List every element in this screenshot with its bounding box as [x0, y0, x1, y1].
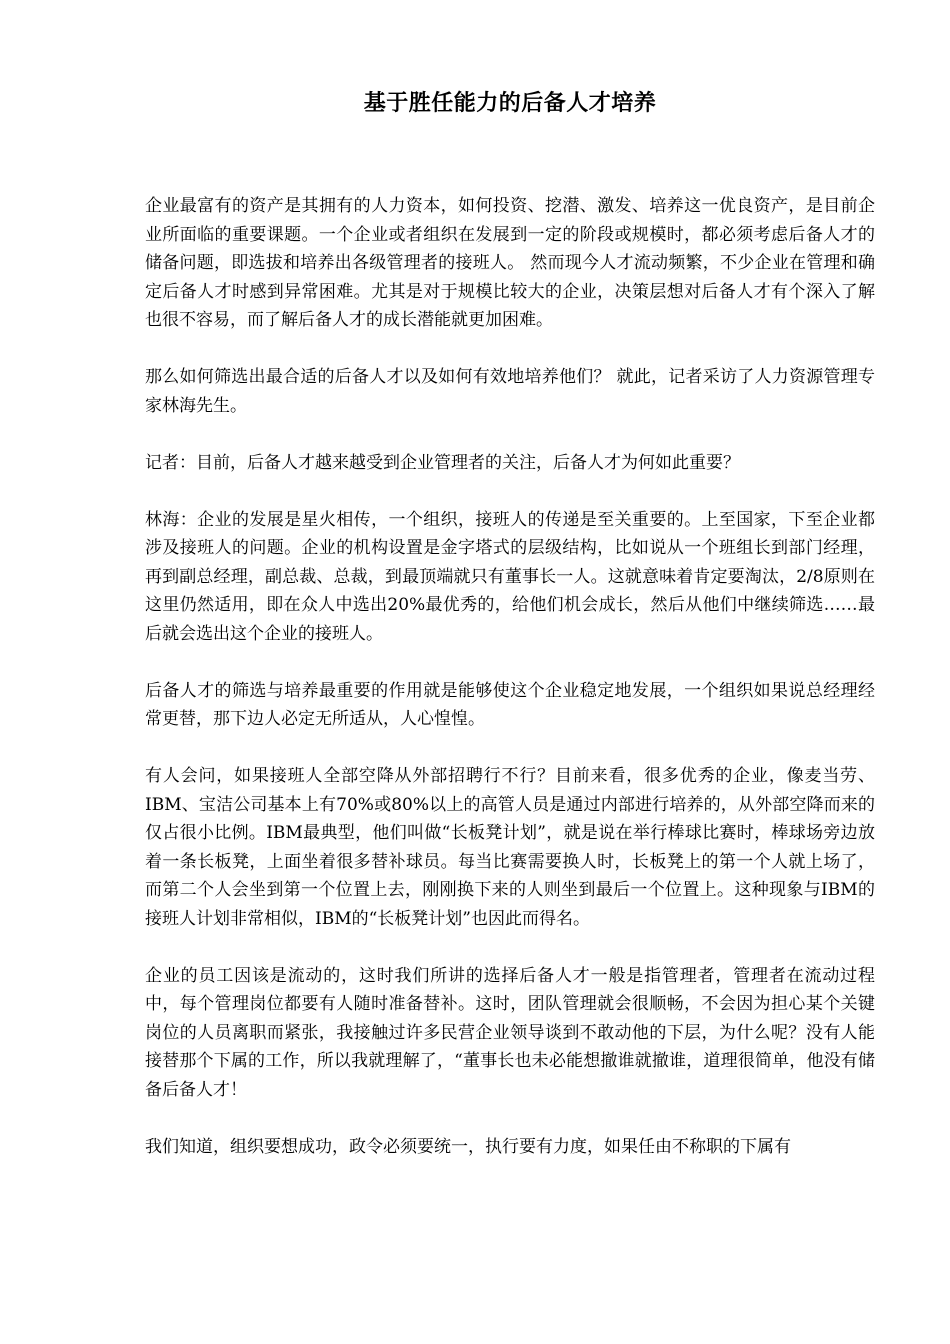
- document-body: [145, 192, 875, 1190]
- paragraph-stability: 后备人才的筛选与培养最重要的作用就是能够使这个企业稳定地发展，一个组织如果说总经理经常更替，那下边人必定无所适从，人心惶惶。: [145, 680, 875, 729]
- paragraph-intro: 企业最富有的资产是其拥有的人力资本，如何投资、挖潜、激发、培养这一优良资产，是目前企业所面临的重要课题。一个企业或者组织在发展到一定的阶段或规模时，都必须考虑后备人才的储备问题，即选拔和培养出各级管理者的接班人。 然而现今人才流动频繁，不少企业在管理和确定后备人才时感到异常困难。尤其是对于规模比较大的企业，决策层想对后备人才有个深入了解也很不容易，而了解后备人才的成长潜能就更加困难。: [145, 196, 875, 330]
- paragraph-question-lead: 那么如何筛选出最合适的后备人才以及如何有效地培养他们？ 就此，记者采访了人力资源管理专家林海先生。: [145, 367, 875, 416]
- paragraph-ibm-bench: 有人会问，如果接班人全部空降从外部招聘行不行？目前来看，很多优秀的企业，像麦当劳、IBM、宝洁公司基本上有70%或80%以上的高管人员是通过内部进行培养的，从外部空降而来的仅占很小比例。IBM最典型，他们叫做“长板凳计划”，就是说在举行棒球比赛时，棒球场旁边放着一条长板凳，上面坐着很多替补球员。每当比赛需要换人时，长板凳上的第一个人就上场了，而第二个人会坐到第一个位置上去，刚刚换下来的人则坐到最后一个位置上。这种现象与IBM的接班人计划非常相似，IBM的“长板凳计划”也因此而得名。: [145, 766, 875, 929]
- paragraph-mobility: 企业的员工因该是流动的，这时我们所讲的选择后备人才一般是指管理者，管理者在流动过程中，每个管理岗位都要有人随时准备替补。这时，团队管理就会很顺畅，不会因为担心某个关键岗位的人员离职而紧张，我接触过许多民营企业领导谈到不敢动他的下层，为什么呢？没有人能接替那个下属的工作，所以我就理解了，“董事长也未必能想撤谁就撤谁，道理很简单，他没有储备后备人才！: [145, 965, 875, 1100]
- paragraph-linhai-answer: 林海：企业的发展是星火相传，一个组织，接班人的传递是至关重要的。上至国家，下至企业都涉及接班人的问题。企业的机构设置是金字塔式的层级结构，比如说从一个班组长到部门经理，再到副总经理，副总裁、总裁，到最顶端就只有董事长一人。这就意味着肯定要淘汰，2/8原则在这里仍然适用，即在众人中选出20%最优秀的，给他们机会成长，然后从他们中继续筛选……最后就会选出这个企业的接班人。: [145, 509, 875, 644]
- paragraph-organization: 我们知道，组织要想成功，政令必须要统一，执行要有力度，如果任由不称职的下属有: [145, 1136, 791, 1157]
- document-title: 基于胜任能力的后备人才培养: [363, 91, 657, 116]
- paragraph-reporter-question: 记者：目前，后备人才越来越受到企业管理者的关注，后备人才为何如此重要？: [145, 452, 740, 473]
